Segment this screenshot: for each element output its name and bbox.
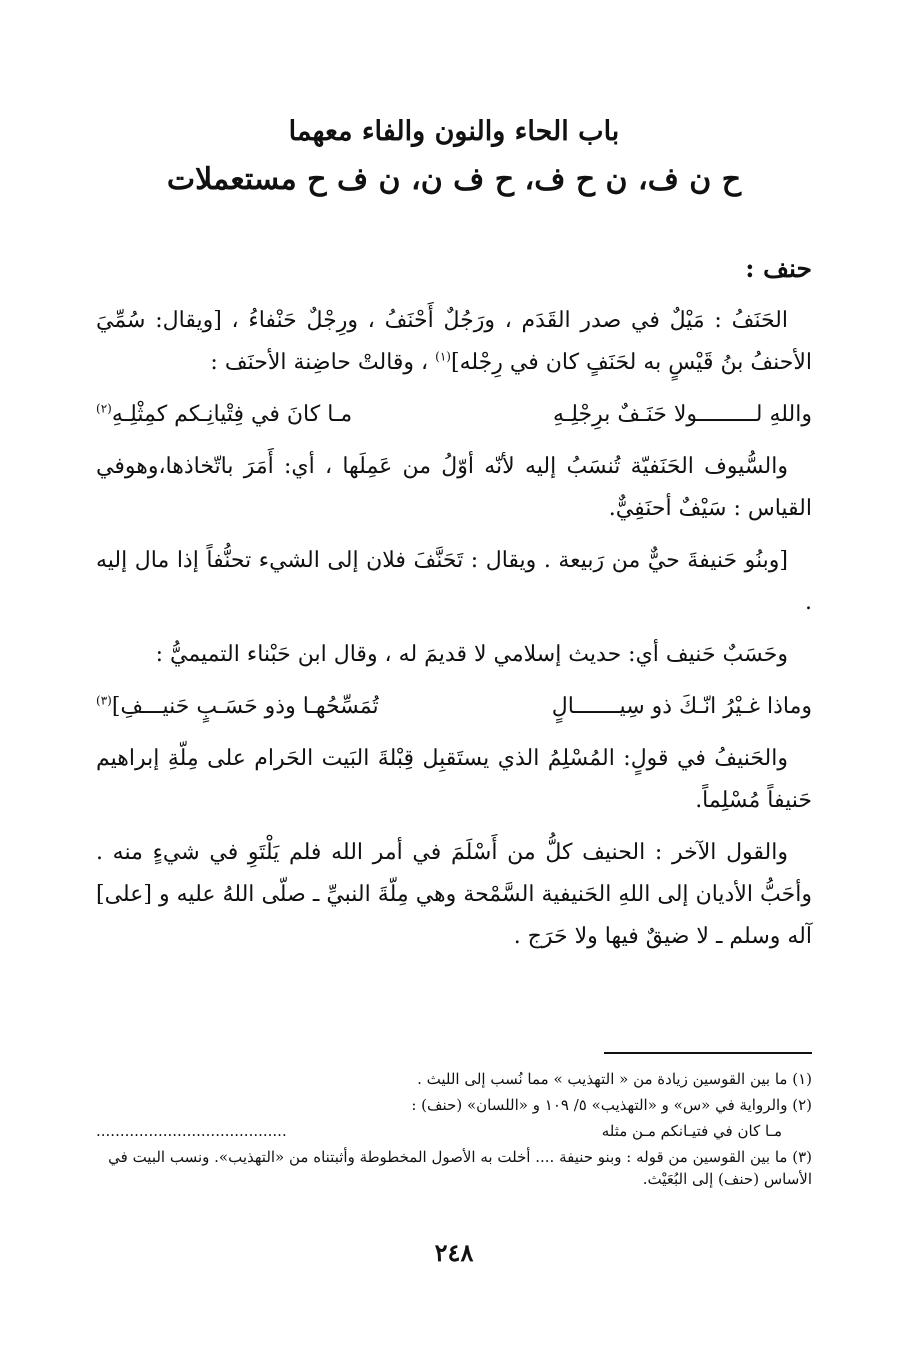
verse-1-first-hemistich: واللهِ لـــــــــولا حَنَـفٌ برِجْلِـهِ [553, 402, 812, 427]
footnote-2-verse [96, 1120, 812, 1142]
verse-2-first-hemistich: وماذا غـيْرُ انّـكَ ذو سِيـــــــالٍ [551, 694, 812, 719]
paragraph-2: والسُّيوف الحَنَفيّة تُنسَبُ إليه لأنّه أوّلُ من عَمِلَها ، أي: أَمَرَ باتّخاذها،وهوفي القياس : سَيْفٌ أحنَفِيٌّ. [96, 454, 812, 521]
paragraph-1 [96, 300, 812, 384]
verse-1-second-text: مـا كانَ في فِتْيانِـكم كمِثْلِـهِ [111, 402, 353, 427]
paragraph-3: [وبنُو حَنيفةَ حيٌّ من رَبيعة . ويقال : تَحَنَّفَ فلان إلى الشيء تحنُّفاً إذا مال إليه . [96, 548, 812, 615]
footnote-2-verse-dots: ........................................ [96, 1122, 287, 1140]
paragraph-4: وحَسَبٌ حَنيف أي: حديث إسلامي لا قديمَ له ، وقال ابن حَبْناء التميميُّ : [155, 642, 788, 667]
footnotes [96, 1068, 812, 1194]
paragraph-6: والقول الآخر : الحنيف كلُّ من أَسْلَمَ في أمر الله فلم يَلْتَوِ في شيءٍ منه . وأحَبُّ الأديان إلى اللهِ الحَنيفية السَّمْحة وهي مِلّةَ النبيِّ ـ صلّى اللهُ عليه و [على] آله وسلم ـ لا ضيقٌ فيها ولا حَرَج . [96, 840, 812, 949]
footnote-2: (٢) والرواية في «س» و «التهذيب» ٥/ ١٠٩ و «اللسان» (حنف) : [411, 1096, 812, 1114]
footnote-ref-2: (٢) [96, 401, 112, 416]
verse-2-second-hemistich [96, 686, 379, 728]
paragraph-1-tail: ، وقالتْ حاضِنة الأحنَف : [210, 350, 429, 375]
footnote-1: (١) ما بين القوسين زيادة من « التهذيب » مما نُسب إلى الليث . [417, 1070, 812, 1088]
entry-heading: حنف : [745, 254, 812, 283]
chapter-header [96, 108, 812, 204]
verse-2-second-text: تُمَسِّحُهـا وذو حَسَـبٍ حَنيـــفِ] [111, 694, 379, 719]
footnote-ref-1: (١) [435, 349, 451, 364]
paragraph-1-text: الحَنَفُ : مَيْلٌ في صدر القَدَم ، ورَجُلٌ أَحْنَفُ ، ورِجْلٌ حَنْفاءُ ، [ويقال: سُمِّيَ الأحنفُ بنُ قَيْسٍ به لحَنَفٍ كان في رِجْله] [96, 308, 812, 375]
body-text [96, 300, 812, 968]
document-page [96, 0, 812, 1357]
footnote-3: (٣) ما بين القوسين من قوله : وبنو حنيفة .... أخلت به الأصول المخطوطة وأثبتناه من «التهذيب». ونسب البيت في الأساس (حنف) إلى البُعَيْث. [108, 1148, 812, 1188]
verse-2 [96, 686, 812, 728]
verse-1 [96, 394, 812, 436]
paragraph-5: والحَنيفُ في قولٍ: المُسْلِمُ الذي يستَقبِل قِبْلةَ البَيت الحَرام على مِلّةِ إبراهيم حَنيفاً مُسْلِماً. [96, 746, 812, 813]
footnote-ref-3: (٣) [96, 693, 112, 708]
verse-1-second-hemistich [96, 394, 352, 436]
chapter-subtitle: ح ن ف، ن ح ف، ح ف ن، ن ف ح مستعملات [166, 162, 742, 197]
footnote-2-verse-left: مـا كان في فتيـانكم مـن مثله [601, 1122, 782, 1140]
chapter-title: باب الحاء والنون والفاء معهما [288, 116, 620, 147]
page-number: ٢٤٨ [434, 1238, 474, 1267]
footnote-divider [604, 1052, 812, 1054]
